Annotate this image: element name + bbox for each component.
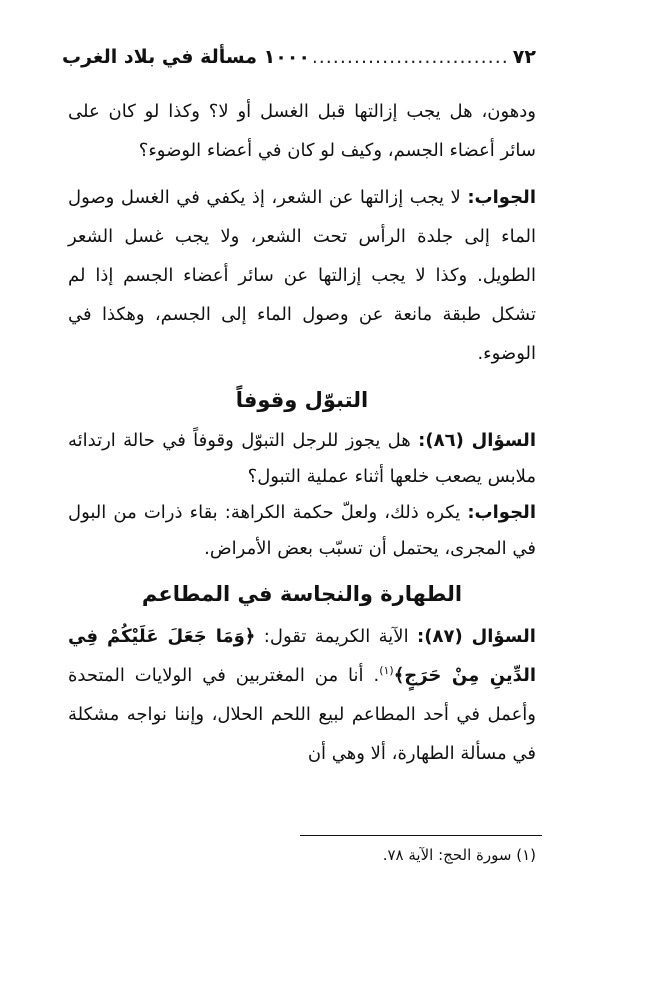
answer-text: يكره ذلك، ولعلّ حكمة الكراهة: بقاء ذرات من البول في المجرى، يحتمل أن تسبّب بعض الأمراض. (68, 502, 536, 559)
answer-text: لا يجب إزالتها عن الشعر، إذ يكفي في الغسل وصول الماء إلى جلدة الرأس تحت الشعر، ولا يجب غسل الشعر الطويل. وكذا لا يجب إزالتها عن سائر أعضاء الجسم إذا لم تشكل طبقة مانعة عن وصول الماء إلى الجسم، وهكذا في الوضوء. (68, 187, 536, 364)
question-text: هل يجوز للرجل التبوّل وقوفاً في حالة ارتدائه ملابس يصعب خلعها أثناء عملية التبول؟ (68, 430, 536, 487)
question-86-paragraph (68, 423, 536, 495)
answer-label: الجواب: (467, 502, 536, 523)
footnote: (١) سورة الحج: الآية ٧٨. (382, 846, 536, 864)
intro-paragraph: ودهون، هل يجب إزالتها قبل الغسل أو لا؟ وكذا لو كان على سائر أعضاء الجسم، وكيف لو كان في أعضاء الوضوء؟ (68, 101, 536, 161)
footnote-marker: (١) (379, 664, 394, 677)
answer-paragraph (68, 178, 536, 373)
answer-86-paragraph (68, 495, 536, 567)
answer-label: الجواب: (467, 187, 536, 208)
question-text: . أنا من المغتربين في الولايات المتحدة وأعمل في أحد المطاعم لبيع اللحم الحلال، وإننا نواجه مشكلة في مسألة الطهارة، ألا وهي أن (68, 665, 536, 764)
page-body (68, 92, 536, 773)
section-heading-restaurants: الطهارة والنجاسة في المطاعم (141, 582, 463, 606)
quran-verse: ﴿وَمَا جَعَلَ عَلَيْكُمْ فِي الدِّينِ مِنْ حَرَجٍ﴾ (68, 626, 537, 686)
question-label: السؤال (٨٧): (417, 626, 536, 647)
question-87-paragraph (68, 617, 536, 773)
running-header (62, 46, 536, 68)
page-number: ٧٢ (512, 46, 536, 68)
header-dot-leader (314, 46, 509, 68)
book-title: ١٠٠٠ مسألة في بلاد الغرب (62, 46, 310, 68)
question-lead: الآية الكريمة تقول: (263, 626, 409, 647)
question-label: السؤال (٨٦): (418, 430, 536, 451)
footnote-separator (300, 835, 542, 836)
section-heading-standing-urination: التبوّل وقوفاً (235, 388, 369, 412)
